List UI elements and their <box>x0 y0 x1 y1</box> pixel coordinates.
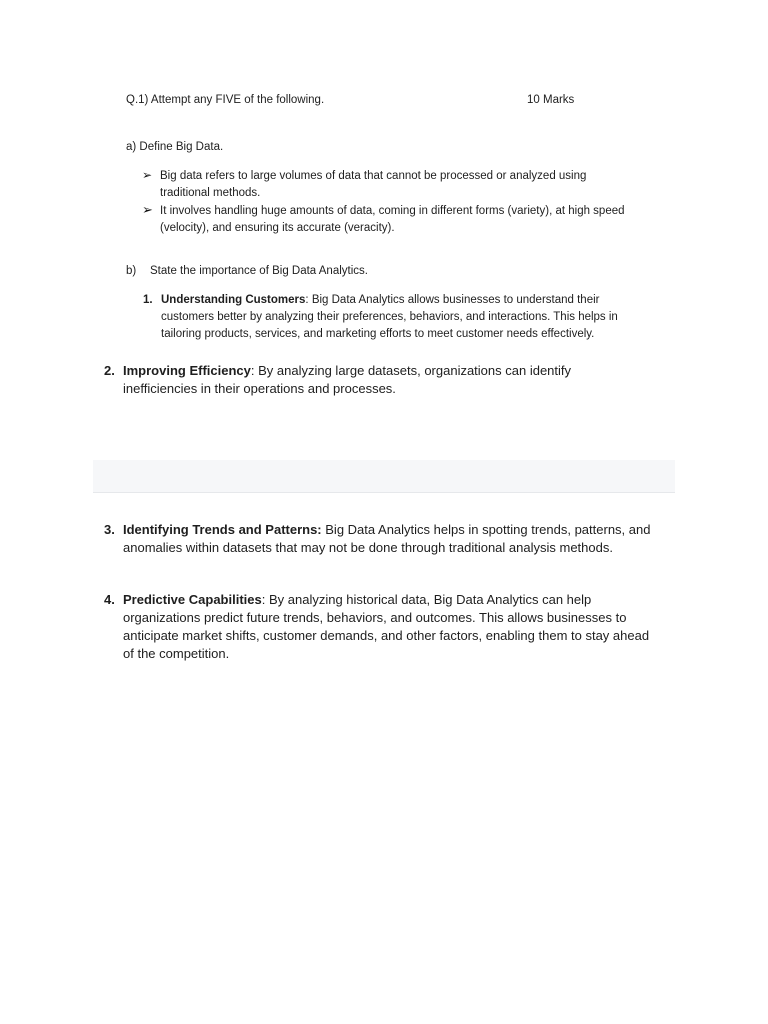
list-item <box>123 591 663 663</box>
list-item-text: By analyzing historical data, Big Data Analytics can help organizations predict future trends, behaviors, and outcomes. This allows businesses to anticipate market shifts, customer demands, and other factors, enabling them to stay ahead of the competition. <box>123 592 650 661</box>
list-item-separator: : <box>250 363 259 378</box>
list-item-term: Improving Efficiency <box>123 363 251 378</box>
part-a-title: a) Define Big Data. <box>126 141 224 153</box>
list-item-separator: : <box>305 294 312 306</box>
part-b-label: b) <box>126 265 137 277</box>
list-item-number: 1. <box>143 294 153 306</box>
list-item-number: 4. <box>104 592 115 607</box>
list-item-text: Big Data Analytics allows businesses to understand their customers better by analyzing their preferences, behaviors, and interactions. This helps in tailoring products, services, and marketing efforts to meet customer needs effectively. <box>161 294 618 340</box>
list-item <box>123 362 593 398</box>
question-marks: 10 Marks <box>527 94 575 106</box>
list-item-separator: : <box>261 592 269 607</box>
list-item-term: Understanding Customers <box>161 294 306 306</box>
list-item-term: Predictive Capabilities <box>123 592 262 607</box>
arrowhead-bullet-icon: ➢ <box>142 202 153 217</box>
list-item-number: 3. <box>104 522 115 537</box>
part-a-bullet: Big data refers to large volumes of data that cannot be processed or analyzed using traditional methods. <box>160 170 587 199</box>
list-item-text: By analyzing large datasets, organizations can identify inefficiencies in their operations and processes. <box>123 363 572 396</box>
arrowhead-bullet-icon: ➢ <box>142 168 153 182</box>
list-item-term: Identifying Trends and Patterns: <box>123 522 322 537</box>
list-item <box>123 521 663 557</box>
list-item-text: Big Data Analytics helps in spotting trends, patterns, and anomalies within datasets that may not be done through traditional analysis methods. <box>123 522 651 555</box>
list-item <box>161 292 645 343</box>
question-heading: Q.1) Attempt any FIVE of the following. <box>126 94 325 106</box>
part-b-title: State the importance of Big Data Analytics. <box>150 265 368 277</box>
list-item-number: 2. <box>104 363 115 378</box>
part-a-bullet: It involves handling huge amounts of data, coming in different forms (variety), at high speed (velocity), and ensuring its accurate (veracity). <box>160 205 625 234</box>
page-break-band <box>93 460 675 493</box>
